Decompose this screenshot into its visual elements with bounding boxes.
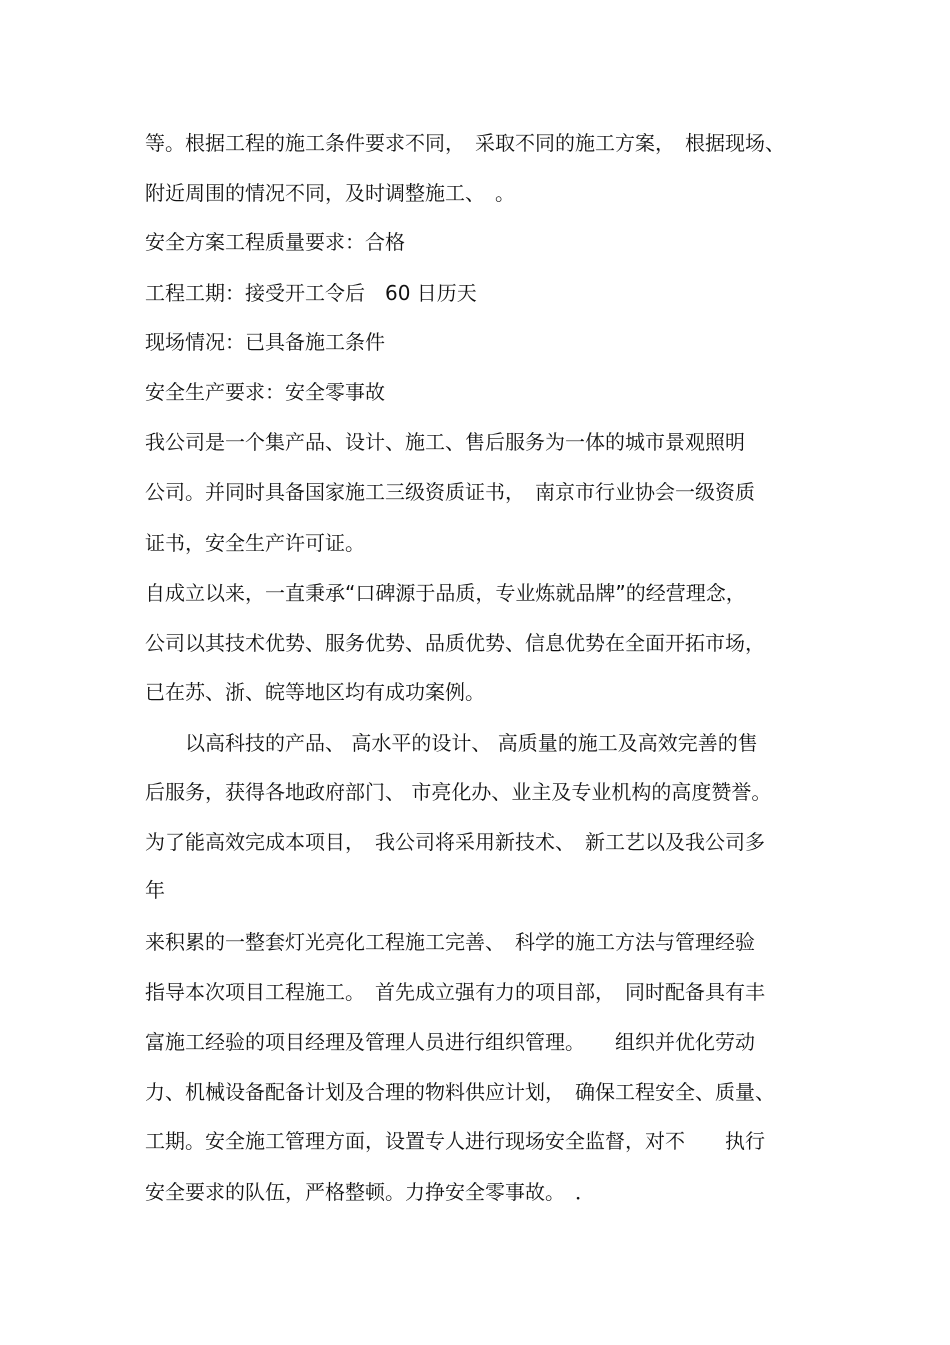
text-line-2: 附近周围的情况不同，及时调整施工、 。 — [145, 181, 515, 205]
text-line-10: 自成立以来，一直秉承“口碑源于品质，专业炼就品牌”的经营理念， — [145, 581, 746, 605]
text-line-1: 等。根据工程的施工条件要求不同， 采取不同的施工方案， 根据现场、 — [145, 131, 785, 155]
text-line-12: 已在苏、浙、皖等地区均有成功案例。 — [145, 680, 485, 704]
text-line-13: 以高科技的产品、 高水平的设计、 高质量的施工及高效完善的售 — [145, 731, 758, 755]
text-line-22: 安全要求的队伍，严格整顿。力挣安全零事故。 ． — [145, 1180, 595, 1204]
text-line-4: 工程工期：接受开工令后 60 日历天 — [145, 281, 477, 305]
text-line-20: 力、机械设备配备计划及合理的物料供应计划， 确保工程安全、质量、 — [145, 1080, 775, 1104]
text-line-21: 工期。安全施工管理方面，设置专人进行现场安全监督，对不 执行 — [145, 1129, 765, 1153]
text-line-11: 公司以其技术优势、服务优势、品质优势、信息优势在全面开拓市场， — [145, 631, 765, 655]
text-line-15: 为了能高效完成本项目， 我公司将采用新技术、 新工艺以及我公司多 — [145, 830, 765, 854]
text-line-5: 现场情况：已具备施工条件 — [145, 330, 385, 354]
text-line-3: 安全方案工程质量要求：合格 — [145, 230, 405, 254]
text-line-6: 安全生产要求：安全零事故 — [145, 380, 385, 404]
text-line-16: 年 — [145, 878, 165, 902]
text-line-19: 富施工经验的项目经理及管理人员进行组织管理。 组织并优化劳动 — [145, 1030, 755, 1054]
text-line-14: 后服务，获得各地政府部门、 市亮化办、业主及专业机构的高度赞誉。 — [145, 780, 772, 804]
text-line-7: 我公司是一个集产品、设计、施工、售后服务为一体的城市景观照明 — [145, 430, 745, 454]
text-line-17: 来积累的一整套灯光亮化工程施工完善、 科学的施工方法与管理经验 — [145, 930, 755, 954]
text-line-8: 公司。并同时具备国家施工三级资质证书， 南京市行业协会一级资质 — [145, 480, 755, 504]
text-line-9: 证书，安全生产许可证。 — [145, 531, 365, 555]
text-line-18: 指导本次项目工程施工。 首先成立强有力的项目部， 同时配备具有丰 — [145, 980, 765, 1004]
